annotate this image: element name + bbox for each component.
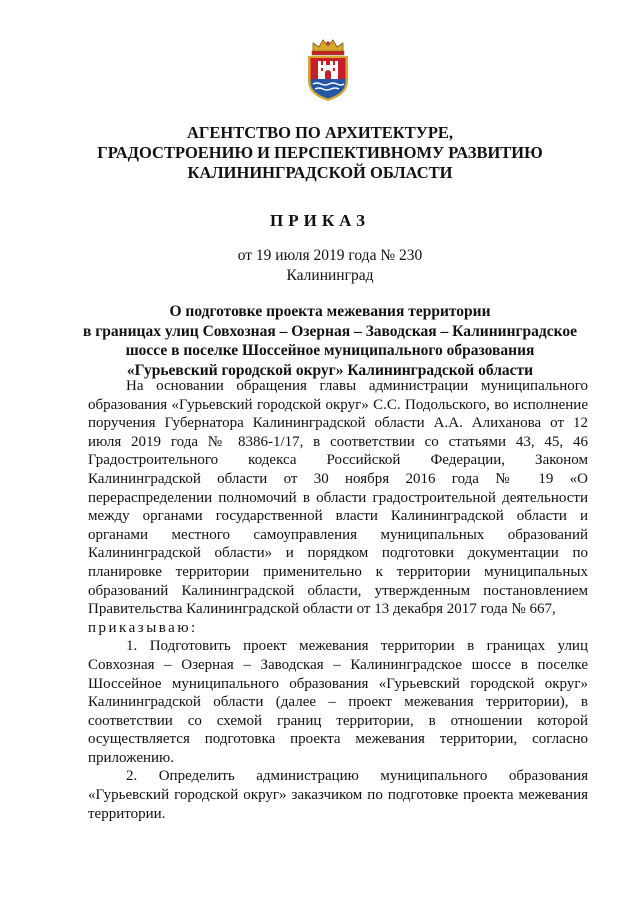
agency-name bbox=[80, 123, 560, 183]
subject-line: в границах улиц Совхозная – Озерная – Заводская – Калининградское bbox=[83, 322, 577, 340]
subject-line: О подготовке проекта межевания территории bbox=[169, 303, 491, 320]
agency-line: ГРАДОСТРОЕНИЮ И ПЕРСПЕКТИВНОМУ РАЗВИТИЮ bbox=[97, 143, 543, 162]
order-subject bbox=[70, 302, 590, 380]
kaliningrad-coat-of-arms-icon bbox=[304, 37, 352, 103]
order-body bbox=[88, 377, 588, 823]
document-type-title: ПРИКАЗ bbox=[270, 211, 370, 230]
order-date-block bbox=[0, 246, 640, 286]
order-item-1: 1. Подготовить проект межевания территории в границах улиц Совхозная – Озерная – Заводская – Калининградское шоссе в поселке Шоссейное муниципального образования «Гурьевский городской округ» Калининградской области (далее – проект межевания территории), в соответствии со схемой границ территории, в отношении которой осуществляется подготовка проекта межевания территории, согласно приложению. bbox=[88, 638, 588, 766]
agency-line: КАЛИНИНГРАДСКОЙ ОБЛАСТИ bbox=[187, 163, 453, 182]
order-date-number: от 19 июля 2019 года № 230 bbox=[237, 247, 423, 264]
order-item-2: 2. Определить администрацию муниципального образования «Гурьевский городской округ» заказчиком по подготовке проекта межевания территории. bbox=[88, 768, 588, 822]
order-city: Калининград bbox=[286, 267, 374, 284]
order-word: приказываю: bbox=[88, 619, 198, 636]
subject-line: «Гурьевский городской округ» Калининградской области bbox=[126, 361, 534, 379]
preamble-paragraph: На основании обращения главы администрации муниципального образования «Гурьевский городской округ» С.С. Подольского, во исполнение поручения Губернатора Калининградской области А.А. Алиханова от 12 июля 2019 года № 8386-1/17, в соответствии со статьями 43, 45, 46 Градостроительного кодекса Российской Федерации, Законом Калининградской области от 30 ноября 2016 года № 19 «О перераспределении полномочий в области градостроительной деятельности между органами государственной власти Калининградской области и органами местного самоуправления муниципальных образований Калининградской области» и порядком подготовки документации по планировке территории применительно к территории муниципальных образований Калининградской области, утвержденным постановлением Правительства Калининградской области от 13 декабря 2017 года № 667, bbox=[88, 378, 588, 618]
agency-line: АГЕНТСТВО ПО АРХИТЕКТУРЕ, bbox=[186, 123, 454, 142]
subject-line: шоссе в поселке Шоссейное муниципального образования bbox=[125, 342, 535, 359]
